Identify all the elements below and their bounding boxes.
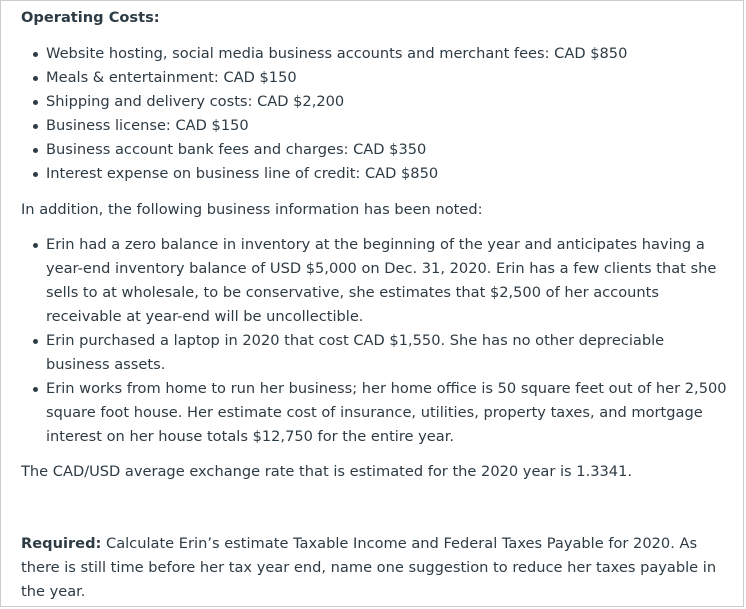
list-item: Erin had a zero balance in inventory at the beginning of the year and anticipates having a year-end inventory balance of USD $5,000 on Dec. 31, 2020. Erin has a few clients that she sells to at wholesale, to be conservative, she estimates that $2,500 of her accounts receivable at year-end will be uncollectible. bbox=[46, 233, 727, 329]
list-item: Business account bank fees and charges: CAD $350 bbox=[46, 138, 727, 162]
operating-costs-heading: Operating Costs: bbox=[21, 9, 160, 26]
business-info-intro: In addition, the following business information has been noted: bbox=[21, 201, 483, 218]
list-item: Website hosting, social media business accounts and merchant fees: CAD $850 bbox=[46, 42, 727, 66]
business-info-list bbox=[21, 233, 727, 449]
required-text: Calculate Erin’s estimate Taxable Income and Federal Taxes Payable for 2020. As there is still time before her tax year end, name one suggestion to reduce her taxes payable in the year. bbox=[21, 535, 717, 600]
list-item: Interest expense on business line of credit: CAD $850 bbox=[46, 162, 727, 186]
list-item: Business license: CAD $150 bbox=[46, 114, 727, 138]
required-paragraph bbox=[21, 532, 727, 604]
list-item: Erin purchased a laptop in 2020 that cost CAD $1,550. She has no other depreciable business assets. bbox=[46, 329, 727, 377]
list-item: Shipping and delivery costs: CAD $2,200 bbox=[46, 90, 727, 114]
required-label: Required: bbox=[21, 535, 102, 552]
operating-costs-list bbox=[21, 42, 727, 186]
document-content bbox=[21, 6, 727, 604]
list-item: Erin works from home to run her business; her home office is 50 square feet out of her 2,500 square foot house. Her estimate cost of insurance, utilities, property taxes, and mortgage interest on her house totals $12,750 for the entire year. bbox=[46, 377, 727, 449]
list-item: Meals & entertainment: CAD $150 bbox=[46, 66, 727, 90]
exchange-rate-text: The CAD/USD average exchange rate that is estimated for the 2020 year is 1.3341. bbox=[21, 463, 633, 480]
